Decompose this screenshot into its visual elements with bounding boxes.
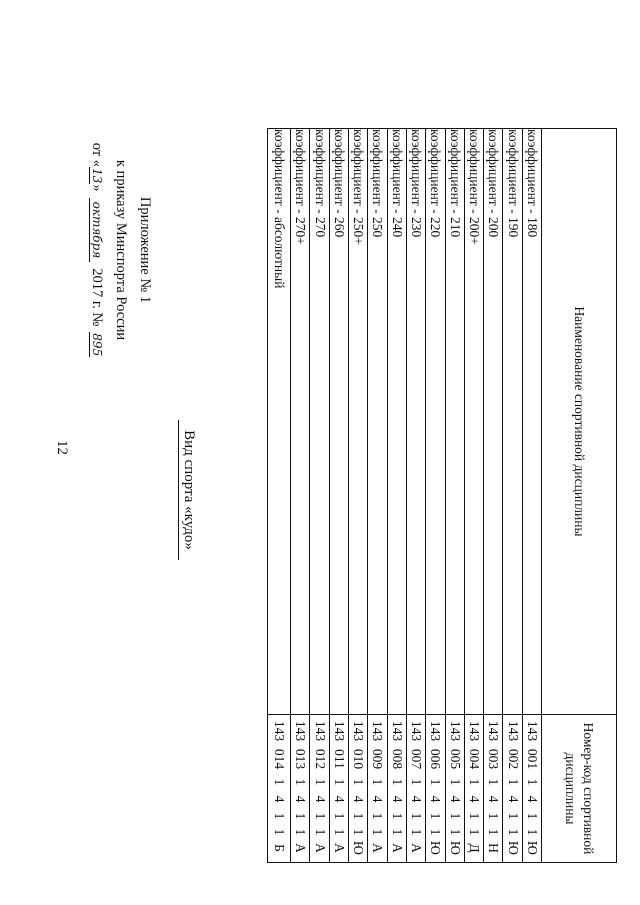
code-segment: 143: [312, 720, 328, 742]
discipline-code-cell: [503, 715, 522, 863]
code-segment: 1: [447, 828, 463, 836]
table-row: [329, 129, 348, 863]
code-segment: 1: [331, 812, 347, 820]
date-prefix: от «: [89, 142, 105, 168]
discipline-code: [349, 715, 367, 862]
code-segment: 014: [272, 748, 288, 770]
discipline-name-cell: коэффициент - абсолютный: [268, 129, 291, 715]
discipline-name-cell: коэффициент - 260: [329, 129, 348, 715]
date-day-handwritten: 13: [90, 168, 104, 184]
code-segment: Н: [486, 843, 502, 853]
discipline-name-cell: коэффициент - 200+: [464, 129, 483, 715]
code-segment: 1: [370, 828, 386, 836]
discipline-name-cell: коэффициент - 200: [484, 129, 503, 715]
code-segment: 1: [293, 778, 309, 786]
table-row: [310, 129, 329, 863]
code-segment: 1: [486, 828, 502, 836]
discipline-code-cell: [445, 715, 464, 863]
code-segment: 143: [370, 720, 386, 742]
code-segment: Б: [272, 844, 288, 852]
discipline-name-cell: коэффициент - 250+: [349, 129, 368, 715]
code-segment: 143: [389, 720, 405, 742]
code-segment: 004: [466, 748, 482, 770]
code-segment: Ю: [447, 841, 463, 855]
code-segment: А: [409, 843, 425, 853]
date-quote-close: »: [89, 184, 105, 192]
code-segment: 4: [293, 795, 309, 803]
discipline-code-cell: [329, 715, 348, 863]
code-segment: 005: [447, 748, 463, 770]
code-segment: 143: [447, 720, 463, 742]
code-segment: 1: [486, 812, 502, 820]
code-segment: 1: [272, 812, 288, 820]
table-row: [484, 129, 503, 863]
table-row: [368, 129, 387, 863]
appendix-header: [85, 130, 157, 370]
code-segment: 4: [447, 795, 463, 803]
code-segment: 1: [524, 828, 540, 836]
code-segment: 1: [351, 812, 367, 820]
code-segment: 002: [505, 748, 521, 770]
code-segment: 143: [505, 720, 521, 742]
discipline-code-cell: [406, 715, 425, 863]
code-segment: 1: [351, 828, 367, 836]
code-segment: 1: [505, 828, 521, 836]
header-code-line1: Номер-код спортивной: [581, 722, 596, 855]
discipline-code-cell: [368, 715, 387, 863]
code-segment: 143: [486, 720, 502, 742]
code-segment: 1: [447, 778, 463, 786]
discipline-code-cell: [484, 715, 503, 863]
discipline-code: [330, 715, 348, 862]
code-segment: А: [293, 843, 309, 853]
code-segment: 4: [428, 795, 444, 803]
code-segment: 4: [505, 795, 521, 803]
discipline-code-cell: [464, 715, 483, 863]
discipline-code-cell: [291, 715, 310, 863]
table-row: [522, 129, 541, 863]
code-segment: 143: [428, 720, 444, 742]
date-month-handwritten: октября: [89, 198, 104, 263]
code-segment: 1: [428, 828, 444, 836]
discipline-code: [311, 715, 329, 862]
table-row: [503, 129, 522, 863]
code-segment: 1: [272, 828, 288, 836]
table-row: [464, 129, 483, 863]
discipline-code: [291, 715, 309, 862]
code-segment: 4: [389, 795, 405, 803]
code-segment: 1: [409, 812, 425, 820]
discipline-name-cell: коэффициент - 270+: [291, 129, 310, 715]
table-row: [268, 129, 291, 863]
code-segment: 4: [312, 795, 328, 803]
discipline-code-cell: [268, 715, 291, 863]
code-segment: 1: [312, 778, 328, 786]
discipline-code-cell: [522, 715, 541, 863]
code-segment: 010: [351, 748, 367, 770]
code-segment: 011: [331, 749, 347, 769]
table-row: [445, 129, 464, 863]
table-header-row: [542, 129, 617, 863]
code-segment: Д: [466, 843, 482, 853]
discipline-name-cell: коэффициент - 240: [387, 129, 406, 715]
table-row: [291, 129, 310, 863]
code-segment: 1: [272, 778, 288, 786]
table-row: [426, 129, 445, 863]
disciplines-table: [267, 128, 617, 863]
code-segment: 1: [409, 778, 425, 786]
code-segment: 013: [293, 748, 309, 770]
code-segment: 4: [486, 795, 502, 803]
discipline-code: [426, 715, 444, 862]
discipline-name-cell: коэффициент - 250: [368, 129, 387, 715]
code-segment: 1: [524, 812, 540, 820]
discipline-code: [270, 715, 288, 862]
code-segment: 1: [370, 812, 386, 820]
code-segment: 1: [428, 812, 444, 820]
code-segment: 006: [428, 748, 444, 770]
code-segment: 1: [389, 778, 405, 786]
code-segment: 4: [272, 795, 288, 803]
code-segment: 143: [272, 720, 288, 742]
header-discipline-code: [542, 715, 617, 863]
code-segment: 4: [409, 795, 425, 803]
code-segment: 143: [331, 720, 347, 742]
code-segment: 1: [389, 812, 405, 820]
code-segment: 1: [524, 778, 540, 786]
code-segment: 009: [370, 748, 386, 770]
page-number: 12: [54, 440, 70, 455]
code-segment: 4: [351, 795, 367, 803]
code-segment: 007: [409, 748, 425, 770]
appendix-title: Приложение № 1: [137, 196, 153, 304]
code-segment: 1: [351, 778, 367, 786]
discipline-name-cell: коэффициент - 230: [406, 129, 425, 715]
discipline-name-cell: коэффициент - 210: [445, 129, 464, 715]
discipline-code: [504, 715, 522, 862]
code-segment: 1: [505, 812, 521, 820]
code-segment: 1: [331, 828, 347, 836]
code-segment: 1: [466, 778, 482, 786]
sport-title: Вид спорта «кудо»: [178, 420, 197, 560]
code-segment: 012: [312, 748, 328, 770]
code-segment: 1: [293, 812, 309, 820]
code-segment: 1: [389, 828, 405, 836]
code-segment: 1: [409, 828, 425, 836]
discipline-name-cell: коэффициент - 270: [310, 129, 329, 715]
code-segment: А: [389, 843, 405, 853]
code-segment: 008: [389, 748, 405, 770]
code-segment: 1: [370, 778, 386, 786]
code-segment: 4: [466, 795, 482, 803]
discipline-code-cell: [310, 715, 329, 863]
code-segment: 143: [351, 720, 367, 742]
table-row: [349, 129, 368, 863]
header-discipline-name: Наименование спортивной дисциплины: [542, 129, 617, 715]
table-row: [406, 129, 425, 863]
order-number-handwritten: 895: [90, 333, 104, 357]
code-segment: 4: [331, 795, 347, 803]
code-segment: 143: [466, 720, 482, 742]
code-segment: А: [312, 843, 328, 853]
code-segment: 143: [524, 720, 540, 742]
code-segment: 1: [331, 778, 347, 786]
code-segment: 143: [293, 720, 309, 742]
code-segment: 003: [486, 748, 502, 770]
discipline-name-cell: коэффициент - 180: [522, 129, 541, 715]
appendix-date-line: [85, 130, 109, 370]
code-segment: 1: [466, 828, 482, 836]
discipline-code: [407, 715, 425, 862]
header-code-line2: дисциплины: [563, 752, 578, 825]
code-segment: 1: [428, 778, 444, 786]
discipline-name-cell: коэффициент - 190: [503, 129, 522, 715]
table-row: [387, 129, 406, 863]
code-segment: А: [370, 843, 386, 853]
code-segment: 143: [409, 720, 425, 742]
code-segment: 1: [447, 812, 463, 820]
code-segment: А: [331, 843, 347, 853]
discipline-code-cell: [387, 715, 406, 863]
discipline-code: [523, 715, 541, 862]
discipline-code: [388, 715, 406, 862]
discipline-code: [484, 715, 502, 862]
discipline-name-cell: коэффициент - 220: [426, 129, 445, 715]
discipline-code: [446, 715, 464, 862]
date-year: 2017 г. №: [89, 268, 105, 327]
code-segment: 1: [466, 812, 482, 820]
code-segment: Ю: [524, 841, 540, 855]
code-segment: 4: [524, 795, 540, 803]
code-segment: Ю: [505, 841, 521, 855]
code-segment: 001: [524, 748, 540, 770]
discipline-code-cell: [349, 715, 368, 863]
discipline-code: [465, 715, 483, 862]
appendix-order-reference: к приказу Минспорта России: [113, 159, 129, 341]
code-segment: Ю: [428, 841, 444, 855]
code-segment: 1: [312, 812, 328, 820]
code-segment: Ю: [351, 841, 367, 855]
code-segment: 1: [486, 778, 502, 786]
code-segment: 4: [370, 795, 386, 803]
code-segment: 1: [293, 828, 309, 836]
table-body: [268, 129, 542, 863]
discipline-code: [368, 715, 386, 862]
code-segment: 1: [505, 778, 521, 786]
code-segment: 1: [312, 828, 328, 836]
discipline-code-cell: [426, 715, 445, 863]
